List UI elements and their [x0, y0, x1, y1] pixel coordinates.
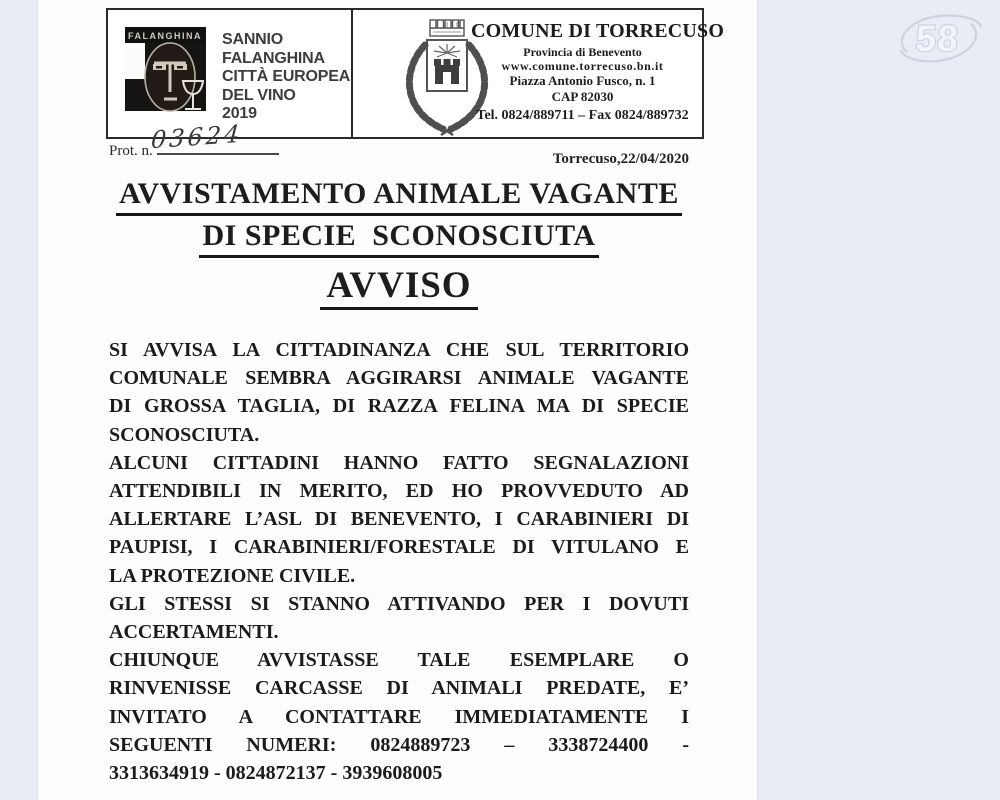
sannio-caption-line: DEL VINO [222, 86, 296, 104]
body-line: COMUNALE SEMBRA AGGIRARSI ANIMALE VAGANTE [109, 367, 689, 390]
letterhead-left-cell [108, 10, 353, 137]
document-page [37, 0, 758, 800]
comune-cap: CAP 82030 [551, 89, 614, 104]
body-line: PAUPISI, I CARABINIERI/FORESTALE DI VITULANO E [109, 536, 689, 559]
comune-address: Piazza Antonio Fusco, n. 1 [509, 73, 656, 88]
protocol-number-handwritten: 03624 [150, 119, 244, 155]
body-line: RINVENISSE CARCASSE DI ANIMALI PREDATE, E’ [109, 677, 689, 700]
body-line: DI GROSSA TAGLIA, DI RAZZA FELINA MA DI SPECIE [109, 395, 689, 418]
sannio-caption-line: 2019 [222, 105, 257, 122]
notice-title-line2-wrap [104, 219, 694, 258]
comune-title: COMUNE DI TORRECUSO [471, 20, 725, 42]
sannio-caption-line: CITTÀ EUROPEA [222, 68, 351, 85]
svg-text:FALANGHINA: FALANGHINA [128, 31, 202, 41]
sannio-caption-line: FALANGHINA [222, 49, 325, 67]
notice-title-line2: DI SPECIE SCONOSCIUTA [199, 219, 598, 258]
notice-body [109, 336, 689, 787]
body-line: ATTENDIBILI IN MERITO, ED HO PROVVEDUTO AD [109, 480, 689, 503]
protocol-label: Prot. n. [109, 143, 153, 159]
body-line: LA PROTEZIONE CIVILE. [109, 564, 356, 587]
body-line: ACCERTAMENTI. [109, 621, 279, 644]
body-line: SCONOSCIUTA. [109, 423, 260, 446]
body-line: INVITATO A CONTATTARE IMMEDIATAMENTE I [109, 705, 689, 728]
svg-text:58: 58 [914, 17, 961, 59]
comune-province: Provincia di Benevento [523, 45, 642, 59]
comune-website: www.comune.torrecuso.bn.it [501, 59, 664, 73]
body-line: GLI STESSI SI STANNO ATTIVANDO PER I DOVUTI [109, 592, 689, 615]
notice-title-line1-wrap [104, 177, 694, 216]
letterhead [106, 8, 725, 139]
comune-letterhead-text [471, 20, 725, 125]
notice-heading: AVVISO [320, 266, 477, 310]
sannio-caption-line: SANNIO [222, 31, 284, 48]
letterhead-right-cell [353, 10, 725, 137]
notice-heading-wrap [104, 266, 694, 310]
notice-title-line1: AVVISTAMENTO ANIMALE VAGANTE [116, 177, 682, 216]
body-line: SEGUENTI NUMERI: 0824889723 – 3338724400 - [109, 733, 689, 756]
sannio-falanghina-logo-icon [120, 20, 212, 137]
comune-phone-fax: Tel. 0824/889711 – Fax 0824/889732 [476, 108, 689, 123]
dateline: Torrecuso,22/04/2020 [552, 151, 689, 167]
body-line: ALLERTARE L’ASL DI BENEVENTO, I CARABINIERI DI [109, 508, 689, 531]
body-line: 3313634919 - 0824872137 - 3939608005 [109, 762, 443, 785]
body-line: SI AVVISA LA CITTADINANZA CHE SUL TERRITORIO [109, 339, 689, 361]
body-line: CHIUNQUE AVVISTASSE TALE ESEMPLARE O [109, 649, 689, 672]
body-line: ALCUNI CITTADINI HANNO FATTO SEGNALAZIONI [109, 451, 689, 474]
channel-58-watermark-icon [891, 6, 987, 77]
